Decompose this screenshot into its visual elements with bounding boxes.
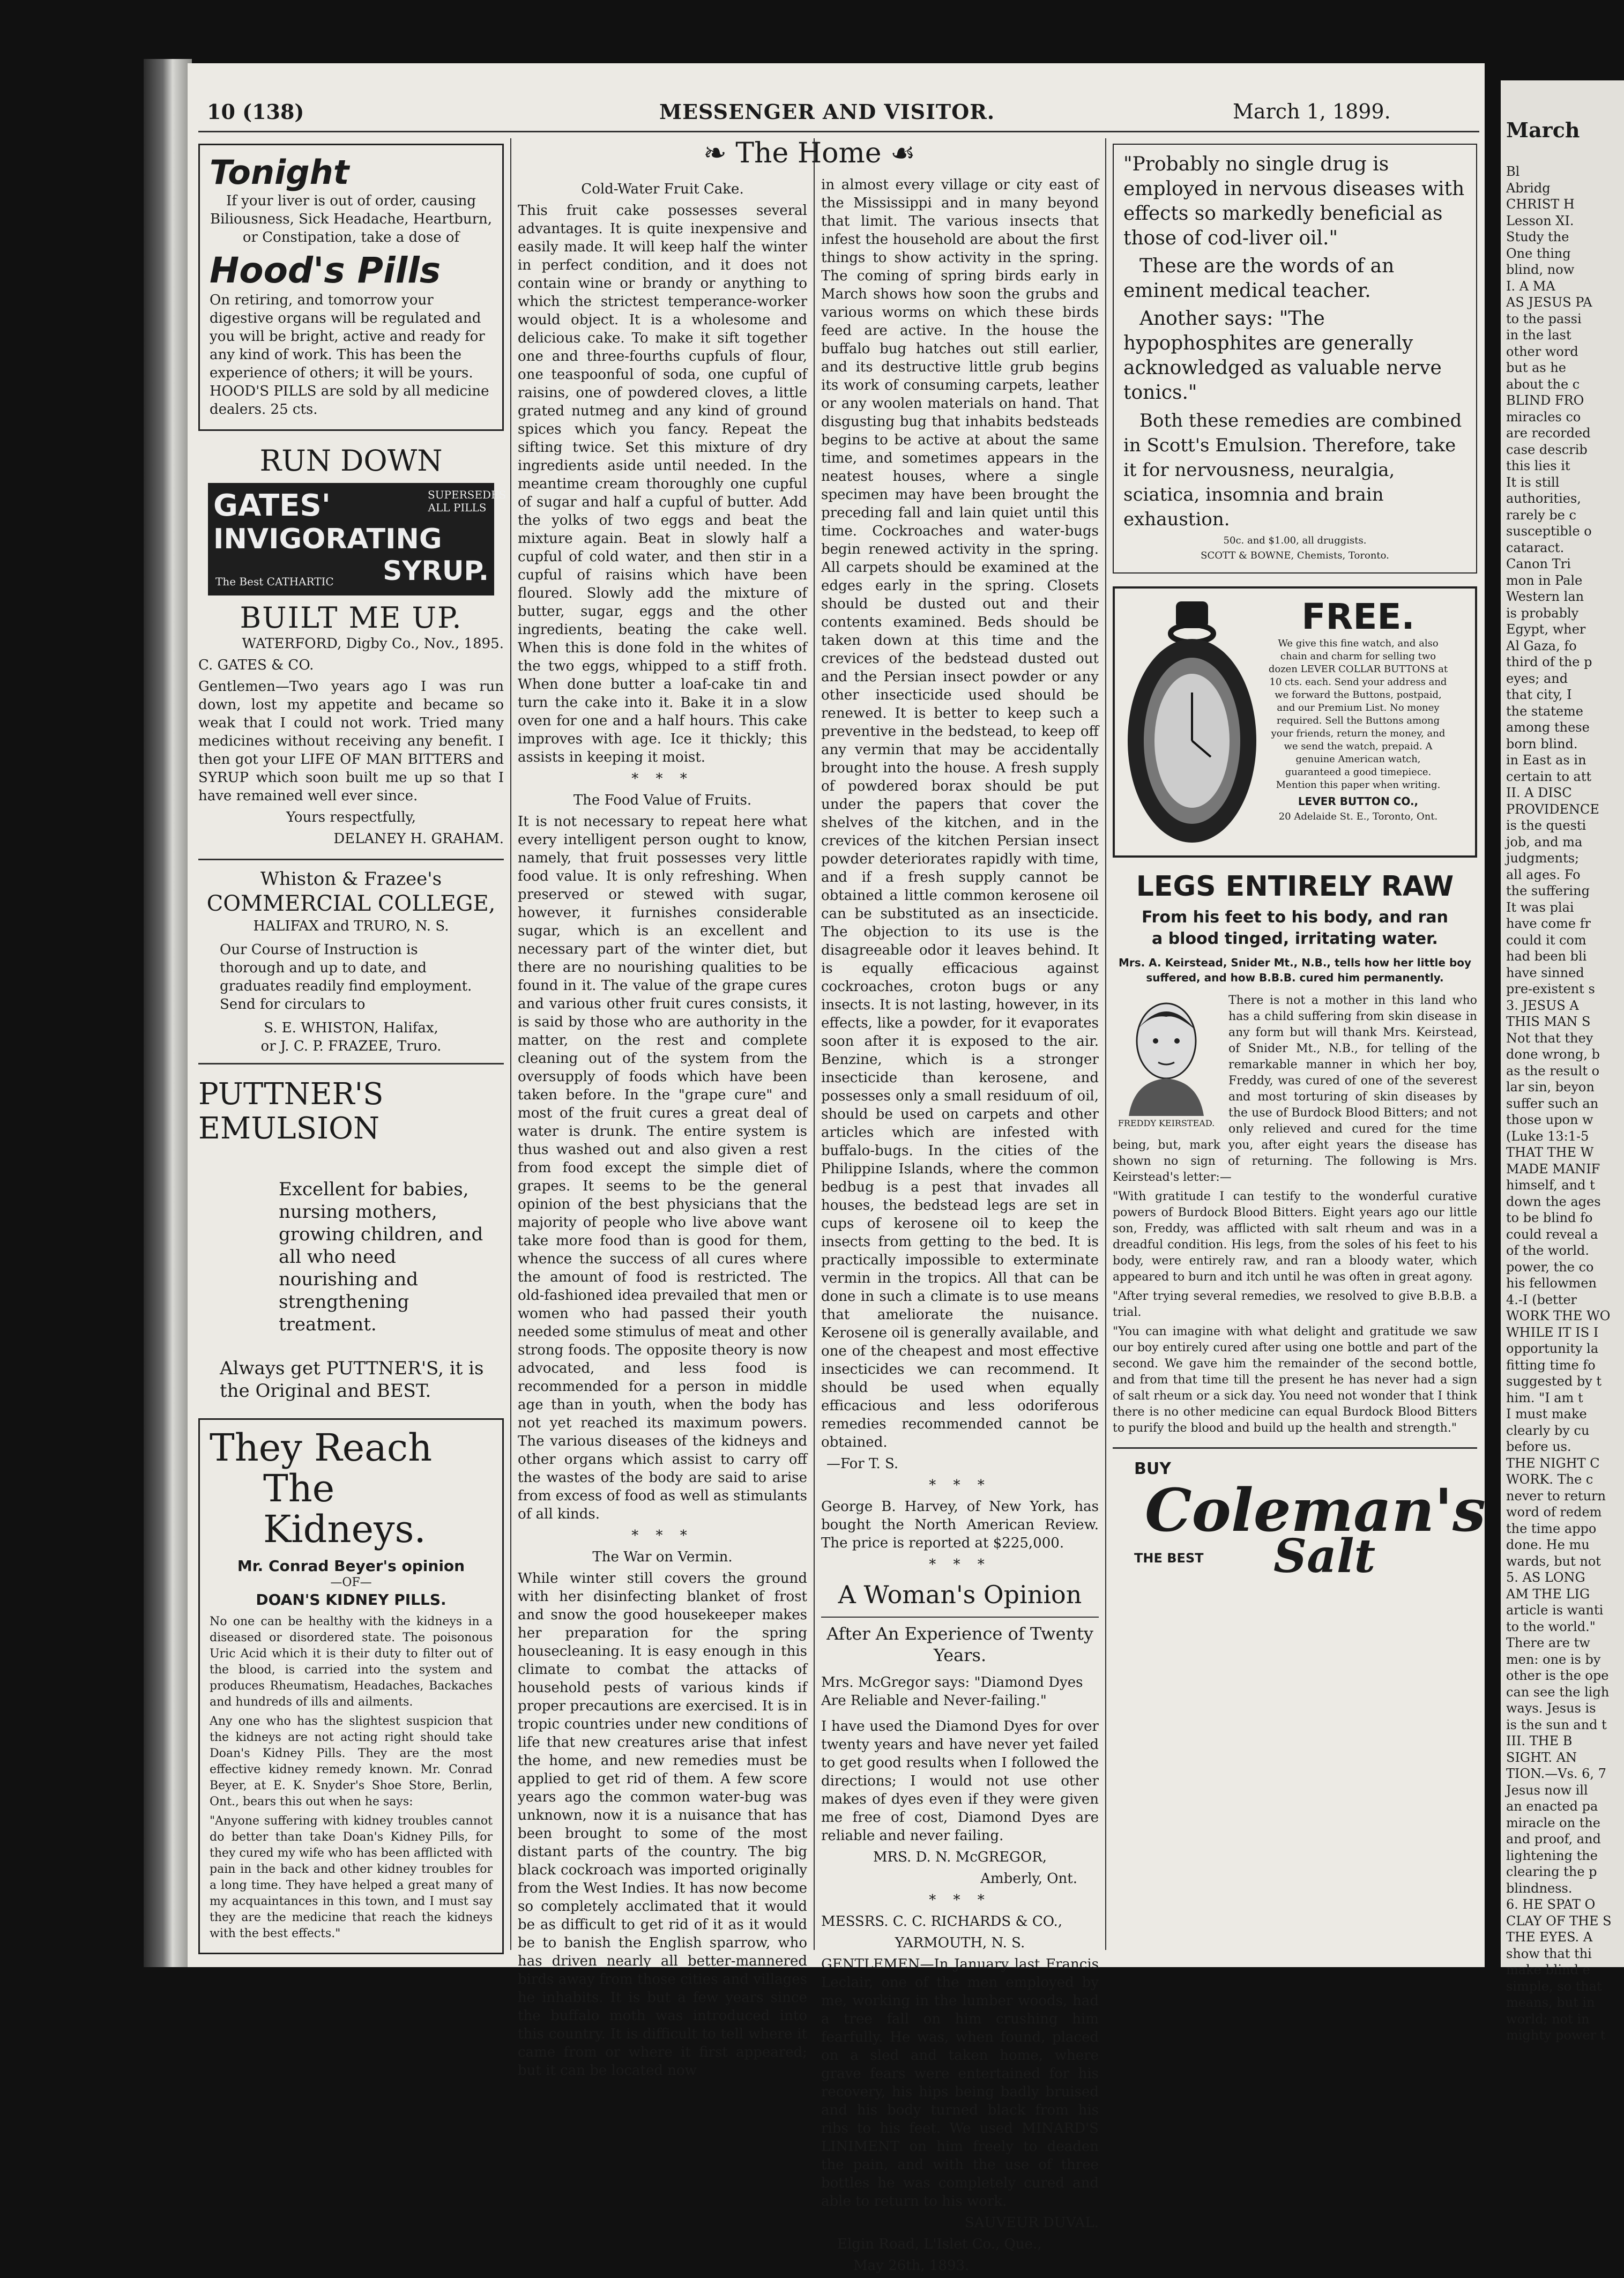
facing-page-line: WORK. The c (1506, 1472, 1593, 1487)
facing-page-line: clearly by cu (1506, 1423, 1590, 1438)
newspaper-page (188, 63, 1486, 2274)
facing-page-line: 5. AS LONG (1506, 1570, 1585, 1585)
facing-page-line: III. THE B (1506, 1733, 1573, 1748)
facing-page-line: certain to att (1506, 769, 1592, 784)
college-body: Our Course of Instruction is thorough and up to date, and graduates readily find employment. Send for circulars to (220, 942, 472, 1013)
facing-page-header: March (1506, 118, 1580, 142)
facing-page-line: could it com (1506, 932, 1586, 948)
facing-page-line: I must make (1506, 1406, 1587, 1421)
facing-page-line: an enacted pa (1506, 1799, 1598, 1814)
facing-page-line: this lies it (1506, 458, 1570, 473)
facing-page-line: mon in Pale (1506, 572, 1583, 588)
ad-title: Tonight (210, 153, 349, 192)
article-body: It is not necessary to repeat here what every intelligent person ought to know, namely, that fruit possesses very little food value. It is only refreshing. When preserved or stewed with sugar, however, it furnishes considerable sugar, which is an excellent and necessary part of the winter diet, but there are no nourishing qualities to be found in it. The value of the grape cures and various other fruit cures consists, it is said by those who are authority in the matter, on the rest and complete cleaning out of the system from the oversupply of foods which have been taken before. In the "grape cure" and most of the fruit cures a great deal of water is drunk. The entire system is thus washed out and also given a rest from food except the simple diet of grapes. It seems to be the general opinion of the best physicians that the majority of people who live above want take more food than is good for them, whence the success of all cures where the amount of food is restricted. The old-fashioned idea prevailed that men or women who had passed their youth needed some stimulus of meat and other strong foods. The opposite theory is now advocated, and less food is recommended for a person in middle age than in youth, when the body has not yet reached its maximum powers. The various diseases of the kidneys and other organs which assist to carry off the wastes of the body are said to arise from excess of food as well as stimulants of all kinds. (518, 814, 807, 1522)
puttner-emulsion-ad (198, 1077, 504, 1402)
facing-page-line: AS JESUS PA (1506, 295, 1592, 310)
letter-recipient: MESSRS. C. C. RICHARDS & CO., (821, 1914, 1063, 1930)
gates-logo (208, 483, 506, 595)
ad-paragraph: Any one who has the slightest suspicion that the kidneys are not acting right should take Doan's Kidney Pills. They are the most effective kidney remedy known. Mr. Conrad Beyer, at E. K. Snyder's Shoe Store, Berlin, Ont., bears this out when he says: (210, 1715, 493, 1808)
ad-title: EMULSION (198, 1111, 379, 1146)
facing-page-line: miracle on the (1506, 1815, 1601, 1830)
doans-kidney-pills-ad (198, 1418, 504, 1954)
facing-page-line: in the last (1506, 327, 1571, 343)
letter-signature: SAUVEUR DUVAL. (964, 2215, 1099, 2231)
facing-page-line: had been bli (1506, 949, 1587, 964)
facing-page-line: cataract. (1506, 540, 1565, 555)
facing-page-line: that city, I (1506, 687, 1572, 702)
college-location: HALIFAX and TRURO, N. S. (253, 918, 449, 934)
logo-text: INVIGORATING (213, 523, 442, 555)
home-column-b (821, 176, 1099, 2278)
diamond-dyes-ad (821, 1580, 1099, 1888)
facing-page-line: One thing (1506, 245, 1571, 261)
facing-page-line: THE NIGHT C (1506, 1455, 1600, 1471)
facing-page-line: to the passi (1506, 311, 1582, 326)
facing-page-line: word of redem (1506, 1505, 1602, 1520)
column-rule (814, 138, 815, 1950)
facing-page-line: 3. JESUS A (1506, 997, 1579, 1013)
ad-title: PUTTNER'S (198, 1077, 384, 1112)
ad-title: The Kidneys. (263, 1466, 426, 1551)
facing-page-line: Bl (1506, 164, 1520, 179)
ad-body: Another says: "The hypophosphites are generally acknowledged as valuable nerve tonics." (1123, 308, 1442, 404)
facing-page-line: wards, but not (1506, 1553, 1601, 1569)
ad-address: 20 Adelaide St. E., Toronto, Ont. (1278, 811, 1438, 822)
letter-body: Gentlemen—Two years ago I was run down, lost my appetite and became so weak that I could not work. Tried many medicines without receiving any benefit. I then got your LIFE OF MAN BITTERS and SYRUP which soon built me up so that I have remained well ever since. (198, 679, 504, 804)
ad-foot: Always get PUTTNER'S, it is the Original and BEST. (220, 1358, 484, 1402)
separator-stars: * * * (631, 1528, 694, 1544)
facing-page-line: clearing the p (1506, 1864, 1597, 1879)
article-title: The War on Vermin. (592, 1549, 733, 1565)
facing-page-line: suffer such an (1506, 1096, 1599, 1111)
scotts-emulsion-ad (1113, 144, 1477, 574)
ad-body: We give this fine watch, and also chain and charm for selling two dozen LEVER COLLAR BUTTONS at 10 cts. each. Send your address and we forward the Buttons, postpaid, and our Premium List. No money required. Sell the Buttons among your friends, return the money, and we send the watch, prepaid. A genuine American watch, guaranteed a good timepiece. Mention this paper when writing. (1268, 638, 1448, 791)
flourish-icon: ☙ (890, 137, 915, 169)
section-heading (516, 137, 1103, 169)
facing-page-line: have sinned (1506, 965, 1584, 980)
article-title: The Food Value of Fruits. (573, 792, 752, 808)
facing-page-line: have come fr (1506, 916, 1591, 931)
ad-title: A Woman's Opinion (838, 1580, 1082, 1609)
ad-paragraph: "After trying several remedies, we resolved to give B.B.B. a trial. (1113, 1290, 1477, 1319)
column-rule (1105, 138, 1106, 1950)
facing-page-line: ways. Jesus is (1506, 1701, 1596, 1716)
ad-product: Hood's Pills (210, 250, 441, 291)
ad-title: LEGS ENTIRELY RAW (1136, 870, 1454, 903)
facing-page-line: himself, and t (1506, 1178, 1595, 1193)
facing-page-line: to be blind fo (1506, 1210, 1593, 1225)
facing-page-line: could reveal a (1506, 1226, 1598, 1242)
ad-subtitle: Mr. Conrad Beyer's opinion (237, 1557, 465, 1575)
facing-page-line: him. "I am t (1506, 1390, 1583, 1405)
facing-page-line: are recorded (1506, 426, 1591, 441)
logo-tagline: SUPERSEDES ALL PILLS (428, 488, 506, 514)
ad-body: Both these remedies are combined in Scott's Emulsion. Therefore, take it for nervousness, neuralgia, sciatica, insomnia and brain exhaustion. (1123, 410, 1462, 530)
article-body: While winter still covers the ground with her disinfecting blanket of frost and snow the good housekeeper makes her preparation for the spring housecleaning. It is easy enough in this climate to combat the attacks of household pests of various kinds if proper precautions are exercised. It is in tropic countries under new conditions of life that new creatures arise that infest the home, and new remedies must be applied to get rid of them. A few score years ago the common water-bug was unknown, now it is a nuisance that has been brought to some of the most distant parts of the country. The big black cockroach was imported originally from the West Indies. It has now become so completely acclimated that it would be as difficult to get rid of it as it would be to banish the English sparrow, who has driven nearly all better-mannered birds away from those cities and villages he inhabits. It is but a few years since the buffalo moth was introduced into this country. It is difficult to tell where it came from or where it first appeared; but it can be located now (518, 1570, 807, 2079)
ad-signature-place: Amberly, Ont. (980, 1871, 1077, 1887)
facing-page-line: rarely be c (1506, 507, 1576, 523)
ad-quote: Mrs. McGregor says: "Diamond Dyes Are Reliable and Never-failing." (821, 1674, 1083, 1709)
ad-paragraph: "With gratitude I can testify to the wonderful curative powers of Burdock Blood Bitters. Eight years ago our little son, Freddy, was afflicted with salt rheum and was in a dreadful condition. His legs, from the soles of his feet to his body, were entirely raw, and ran a bloody water, which appeared to burn and itch until he was often in great agony. (1113, 1190, 1477, 1284)
facing-page-line: Al Gaza, fo (1506, 638, 1577, 653)
facing-page-line: to the world." (1506, 1619, 1596, 1634)
facing-page-line: mighty power t (1506, 2028, 1606, 2043)
facing-page-line: never to return (1506, 1488, 1606, 1503)
facing-page-line: means, but in (1506, 1995, 1595, 2010)
facing-page-line: THIS MAN S (1506, 1014, 1591, 1029)
college-title: COMMERCIAL COLLEGE, (206, 891, 496, 916)
facing-page-line: the time appo (1506, 1521, 1597, 1536)
facing-page-line: suggested by t (1506, 1374, 1602, 1389)
page-date: March 1, 1899. (1233, 100, 1391, 123)
facing-page-line: Western lan (1506, 589, 1584, 604)
facing-page-line: is the questi (1506, 818, 1586, 833)
facing-page-line: show that thi (1506, 1946, 1592, 1961)
letter-recipient: C. GATES & CO. (198, 657, 314, 673)
facing-page-line: WHILE IT IS I (1506, 1324, 1599, 1340)
facing-page-line: I. A MA (1506, 278, 1555, 294)
free-watch-ad (1113, 586, 1477, 858)
facing-page-line: miracles co (1506, 409, 1581, 425)
facing-page-line: simple, so that (1506, 1978, 1602, 1994)
ad-signature: MRS. D. N. McGREGOR, (873, 1849, 1047, 1865)
divider (821, 1617, 1099, 1618)
facing-page-line: 4.-I (better (1506, 1292, 1577, 1307)
facing-page-line: is the sun and t (1506, 1717, 1607, 1732)
facing-page-line: can see the ligh (1506, 1684, 1610, 1700)
ad-lead: Mrs. A. Keirstead, Snider Mt., N.B., tells how her little boy suffered, and how B.B.B. cured him permanently. (1118, 956, 1472, 984)
gates-syrup-ad (198, 444, 504, 848)
facing-page-line: TION.—Vs. 6, 7 (1506, 1766, 1606, 1781)
facing-page-line: job, and ma (1506, 834, 1583, 850)
ad-text: If your liver is out of order, causing Biliousness, Sick Headache, Heartburn, or Constipation, take a dose of (210, 193, 493, 245)
ad-paragraph: "You can imagine with what delight and gratitude we saw our boy entirely cured after using one bottle and part of the second. We gave him the remainder of the second bottle, and from that time till the present he has never had a sign of salt rheum or a sick day. You need not wonder that I think there is no other medicine can equal Burdock Blood Bitters to purify the blood and build up the health and strength." (1113, 1325, 1477, 1435)
facing-page-line: other word (1506, 344, 1578, 359)
ad-paragraph: No one can be healthy with the kidneys in a diseased or disordered state. The poisonous Uric Acid which it is their duty to filter out of the blood, is carried into the system and produces Rheumatism, Headaches, Backaches and hundreds of ills and ailments. (210, 1615, 493, 1709)
facing-page-line: Egypt, wher (1506, 622, 1586, 637)
ad-foot: 50c. and $1.00, all druggists. (1223, 535, 1367, 546)
facing-page-line: Not that they (1506, 1030, 1593, 1046)
facing-page-line: before us. (1506, 1439, 1571, 1454)
facing-page-line: THE EYES. A (1506, 1930, 1593, 1945)
facing-page-line: third of the p (1506, 654, 1592, 669)
facing-page-line: Lesson XI. (1506, 213, 1574, 228)
ad-body: On retiring, and tomorrow your digestive organs will be regulated and you will be bright, active and ready for any kind of work. This has been the experience of others; it will be yours. HOOD'S PILLS are sold by all medicine dealers. 25 cts. (210, 292, 489, 418)
ad-subtitle: After An Experience of Twenty Years. (826, 1624, 1093, 1665)
facing-page-line: men: one is by (1506, 1651, 1601, 1667)
ad-subtitle: DOAN'S KIDNEY PILLS. (256, 1591, 446, 1609)
home-column-a (518, 176, 807, 2083)
facing-page-line: It is still (1506, 474, 1560, 490)
article-body: in almost every village or city east of the Mississippi and in many beyond that limit. The various insects that infest the household are about the first things to show activity in the spring. The coming of spring birds early in March shows how soon the grubs and various worms on which these birds feed are active. In the house the buffalo bug hatches out still earlier, and its destructive little grub begins its work of consuming carpets, leather or any woolen materials on hand. That disgusting bug that inhabits bedsteads begins to be active at about the same time, and sometimes appears in the neatest houses, where a single specimen may have been brought the preceding fall and lain quiet until this time. Cockroaches and water-bugs begin renewed activity in the spring. All carpets should be examined at the edges early in the spring. Closets should be dusted out and their contents examined. Beds should be taken down at this time and the crevices of the bedstead dusted out and the Persian insect powder or any other insecticide used should be renewed. It is better to keep such a preventive in the bedstead, to keep off any vermin that may be accidentally brought into the house. A fresh supply of powdered borax should be put under the papers that cover the shelves of the kitchen, and in the crevices of the kitchen Persian insect powder deteriorates rapidly with time, and if a fresh supply cannot be obtained a little common kerosene oil can be substituted as an insecticide. The objection to its use is the disagreeable odor it leaves behind. It is equally efficacious against cockroaches, croton bugs or any insects. It is not lasting, however, in its effects, like a powder, for it evaporates soon after it is exposed to the air. Benzine, which is a stronger insecticide than kerosene, and possesses only a small residuum of oil, should be used on carpets and other articles which are infested with buffalo-bugs. In the cities of the Philippine Islands, where the common bedbug is a pest that invades all houses, the bedstead legs are set in cups of kerosene oil to keep the insects from getting to the bed. It is practically impossible to exterminate vermin in the tropics. All that can be done in such a climate is to use means that ameliorate the nuisance. Kerosene oil is generally available, and one of the cheapest and most effective insecticides we can recommend. It should be used when equally efficacious and less odoriferous remedies recommended cannot be obtained. (821, 177, 1099, 1450)
ad-text: THE BEST (1134, 1551, 1204, 1566)
letter-body: GENTLEMEN—In January last Francis Leclair, one of the men employed by me, working in the lumber woods, had a tree fall on him crushing him fearfully. He was, when found, placed on a sled and taken home, where grave fears were entertained for his recovery, his hips being badly bruised and his body turned black from his ribs to his feet. We used MINARD'S LINIMENT on him freely to deaden the pain, and with the use of three bottles he was completely cured and able to return to his work. (821, 1956, 1099, 2209)
facing-page-line: his fellowmen (1506, 1276, 1597, 1291)
separator-stars: * * * (631, 771, 694, 787)
ad-quote: "Probably no single drug is employed in nervous diseases with effects so markedly beneficial as those of cod-liver oil." (1123, 153, 1465, 249)
news-item: George B. Harvey, of New York, has bought the North American Review. The price is reported at $225,000. (821, 1499, 1099, 1551)
facing-page-line: about the c (1506, 376, 1580, 392)
portrait-caption: FREDDY KEIRSTEAD. (1118, 1118, 1215, 1128)
facing-page-line: of the world. (1506, 1243, 1590, 1258)
watch-illustration (1122, 596, 1467, 848)
letter-author: DELANEY H. GRAHAM. (333, 831, 504, 847)
facing-page-line: down the ages (1506, 1194, 1601, 1209)
facing-page-line: fitting time fo (1506, 1357, 1596, 1373)
facing-page-line: done wrong, b (1506, 1047, 1600, 1062)
facing-page-line: II. A DISC (1506, 785, 1572, 800)
ad-brand: Coleman's (1145, 1476, 1486, 1545)
facing-page-line: in East as in (1506, 753, 1586, 768)
facing-page-line: Abridg (1506, 180, 1551, 196)
facing-page-line: among these (1506, 720, 1590, 735)
facing-page-line: power, the co (1506, 1259, 1594, 1275)
ad-subtitle: BUILT ME UP. (240, 601, 463, 635)
facing-page-line: MADE MANIF (1506, 1161, 1600, 1177)
hood-pills-ad (198, 144, 504, 431)
letter-place: WATERFORD, Digby Co., Nov., 1895. (242, 636, 504, 652)
facing-page-line: 6. HE SPAT O (1506, 1897, 1596, 1912)
facing-page-line: blindness. (1506, 1880, 1573, 1896)
facing-page-line: BLIND FRO (1506, 393, 1584, 408)
boy-portrait-icon (1113, 993, 1220, 1116)
facing-page-line: but as he (1506, 360, 1567, 375)
facing-page-line: done. He mu (1506, 1537, 1590, 1552)
facing-page-line: Jesus now ill (1506, 1782, 1588, 1798)
ad-brand: Salt (1273, 1529, 1376, 1583)
facing-page-text (1506, 163, 1624, 2044)
article-body: This fruit cake possesses several advantages. It is quite inexpensive and easily made. It will keep half the winter in perfect condition, and it does not contain wine or brandy or anything to which the strictest temperance-worker would object. It is a wholesome and delicious cake. To make it sift together one and three-fourths cupfuls of flour, one teaspoonful of soda, one cupful of raisins, one of powdered cloves, a little grated nutmeg and any kind of ground spices which you fancy. Repeat the sifting twice. Set this mixture of dry ingredients aside until needed. In the meantime cream thoroughly one cupful of sugar and half a cupful of butter. Add the yolks of two eggs and beat the mixture again. Beat in slowly half a cupful of cold water, and then stir in a cupful of raisins which have been floured. Slowly add the mixture of butter, sugar, eggs and the other ingredients, beating the cake well. When this is done fold in the whites of the two eggs, whipped to a stiff froth. When done butter a loaf-cake tin and turn the cake into it. Bake it in a slow oven for one and a half hours. This cake improves with age. Ice it thickly; this assists in keeping it moist. (518, 203, 807, 765)
college-contact: or J. C. P. FRAZEE, Truro. (260, 1038, 442, 1054)
logo-text: GATES' (213, 488, 331, 523)
facing-page-line: the suffering (1506, 883, 1590, 898)
facing-page-line: CHRIST H (1506, 197, 1575, 212)
divider (1113, 1447, 1477, 1449)
facing-page-line: (Luke 13:1-5 (1506, 1128, 1589, 1144)
ad-company: LEVER BUTTON CO., (1298, 795, 1419, 808)
facing-page-line: as the result o (1506, 1063, 1600, 1078)
facing-page-line: world; not in (1506, 2011, 1590, 2027)
college-name: Whiston & Frazee's (260, 868, 442, 890)
facing-page-line: CLAY OF THE S (1506, 1913, 1612, 1929)
colemans-salt-ad (1113, 1460, 1486, 1583)
facing-page-line: the stateme (1506, 703, 1584, 719)
paper-title: MESSENGER AND VISITOR. (659, 100, 995, 124)
ad-title: FREE. (1301, 596, 1415, 637)
ad-paragraph: There is not a mother in this land who has a child suffering from skin disease in any form but will thank Mrs. Keirstead, of Snider Mt., N.B., for telling of the remarkable manner in which her boy, Freddy, was cured of one of the severest and most torturing of skin diseases by the use of Burdock Blood Bitters; and not only relieved and cured for the time being, but, mark you, after eight years the disease has shown no sign of returning. The following is Mrs. Keirstead's letter:— (1113, 994, 1477, 1184)
facing-page-line: lightening the (1506, 1848, 1598, 1863)
facing-page-line: THAT THE W (1506, 1145, 1594, 1160)
facing-page-line: eyes; and (1506, 671, 1568, 686)
facing-page-line: Canon Tri (1506, 556, 1571, 571)
ad-text: BUY (1134, 1460, 1171, 1478)
ad-paragraph: "Anyone suffering with kidney troubles cannot do better than take Doan's Kidney Pills, for they cured my wife who has been afflicted with pain in the back and other kidney troubles for a long time. They have helped a great many of my acquaintances in this town, and I must say they are the medicine that reach the kidneys with the best effects." (210, 1814, 493, 1940)
ad-subtitle: From his feet to his body, and ran a blood tinged, irritating water. (1141, 908, 1449, 948)
facing-page-line: make blind e (1506, 1962, 1590, 1977)
ad-body: I have used the Diamond Dyes for over twenty years and have never yet failed to get good results when I followed the directions; I would not use other makes of dyes even if they were given me free of cost, Diamond Dyes are reliable and never failing. (821, 1718, 1099, 1844)
pocket-watch-icon (1122, 596, 1262, 848)
ad-body: Excellent for babies, nursing mothers, growing children, and all who need nourishing and strengthening treatment. (279, 1179, 483, 1335)
facing-page-line: other is the ope (1506, 1668, 1609, 1683)
ad-foot: SCOTT & BOWNE, Chemists, Toronto. (1201, 550, 1389, 561)
facing-page-line: PROVIDENCE (1506, 801, 1599, 817)
facing-page-line: born blind. (1506, 736, 1578, 751)
section-title: The Home (735, 137, 882, 169)
facing-page-line: all ages. Fo (1506, 867, 1581, 882)
ad-divider: —OF— (330, 1576, 372, 1589)
facing-page-line: authorities, (1506, 491, 1581, 506)
facing-page-line: blind, now (1506, 262, 1575, 277)
facing-page-line: lar sin, beyon (1506, 1080, 1595, 1095)
letter-place: YARMOUTH, N. S. (895, 1935, 1025, 1951)
facing-page-line: opportunity la (1506, 1341, 1599, 1356)
ad-body: These are the words of an eminent medical teacher. (1123, 255, 1395, 302)
article-credit: —For T. S. (826, 1456, 899, 1472)
article-title: Cold-Water Fruit Cake. (581, 181, 744, 197)
facing-page-line: case describ (1506, 442, 1588, 457)
letter-place: Elgin Road, L'Islet Co., Que., (837, 2236, 1042, 2252)
facing-page-line: WORK THE WO (1506, 1308, 1611, 1323)
facing-page-line: It was plai (1506, 899, 1574, 915)
separator-stars: * * * (929, 1892, 991, 1908)
header-rule (198, 131, 1479, 132)
commercial-college-ad (198, 859, 504, 1064)
separator-stars: * * * (929, 1557, 991, 1573)
letter-sign: Yours respectfully, (286, 809, 416, 825)
facing-page-line: Study the (1506, 229, 1569, 244)
ads-column-left (198, 144, 504, 1967)
facing-page-line: those upon w (1506, 1112, 1593, 1127)
flourish-icon: ❧ (703, 137, 727, 169)
college-contact: S. E. WHISTON, Halifax, (264, 1020, 438, 1036)
book-spine (144, 59, 192, 1967)
facing-page-line: SIGHT. AN (1506, 1750, 1577, 1765)
logo-text: SYRUP. (383, 555, 489, 586)
column-rule (510, 138, 511, 1950)
facing-page-line: article is wanti (1506, 1603, 1604, 1618)
portrait (1113, 993, 1220, 1132)
facing-page-line: There are tw (1506, 1635, 1590, 1650)
ad-title: RUN DOWN (259, 444, 443, 478)
facing-page-line: is probably (1506, 605, 1579, 621)
burdock-blood-bitters-ad (1113, 870, 1477, 1436)
separator-stars: * * * (929, 1477, 991, 1493)
letter-date: May 26th, 1893. (853, 2258, 970, 2274)
facing-page-line: susceptible o (1506, 524, 1592, 539)
ad-title: They Reach (210, 1426, 433, 1470)
page-number: 10 (138) (207, 100, 304, 124)
minards-liniment-ad (821, 1912, 1099, 2275)
facing-page-line: AM THE LIG (1506, 1586, 1590, 1602)
facing-page-line: judgments; (1506, 851, 1580, 866)
facing-page-line: and proof, and (1506, 1832, 1601, 1847)
ads-column-right (1113, 144, 1486, 1583)
facing-page (1501, 80, 1624, 2043)
logo-corner: The Best CATHARTIC (215, 575, 334, 588)
facing-page-line: pre-existent s (1506, 981, 1595, 996)
